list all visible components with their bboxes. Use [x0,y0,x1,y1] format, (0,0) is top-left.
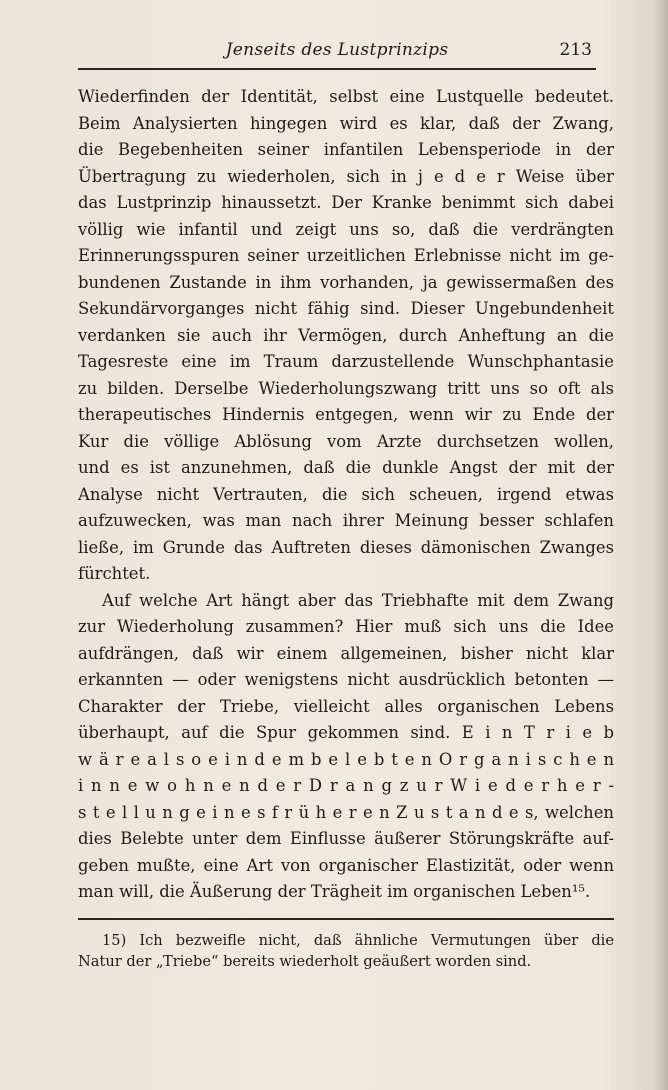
text-line: Auf welche Art hängt aber das Triebhafte mit dem Zwang [102,590,614,610]
text-line: und es ist anzunehmen, daß die dunkle Angst der mit der [78,458,614,477]
text-line: völlig wie infantil und zeigt uns so, daß die verdrängten [78,219,614,239]
paragraph-2 [78,588,614,906]
text-line: zur Wiederholung zusammen? Hier muß sich uns die Idee [78,617,614,636]
footnote-line: Natur der „Triebe“ bereits wiederholt geäußert worden sind. [78,953,532,970]
text-line: Analyse nicht Vertrauten, die sich scheuen, irgend etwas [78,484,614,504]
text-line: Beim Analysierten hingegen wird es klar, daß der Zwang, [78,113,614,133]
footnotes [78,930,614,972]
text-line: aufdrängen, daß wir einem allgemeinen, bisher nicht klar [78,643,614,663]
text-line: dies Belebte unter dem Einflusse äußerer Störungskräfte auf- [78,829,614,848]
text-line: s t e l l u n g e i n e s f r ü h e r e n Z u s t a n d e s, welchen [78,802,614,822]
text-line: Erinnerungsspuren seiner urzeitlichen Erlebnisse nicht im ge- [78,246,614,265]
text-line: geben mußte, eine Art von organischer Elastizität, oder wenn [78,855,614,875]
page-number: 213 [559,40,592,60]
text-line: die Begebenheiten seiner infantilen Lebensperiode in der [78,140,614,159]
footnote-line: 15) Ich bezweifle nicht, daß ähnliche Vermutungen über die [102,932,614,949]
text-line: Charakter der Triebe, vielleicht alles organischen Lebens [78,696,614,716]
body-text [78,84,614,906]
text-line: Übertragung zu wiederholen, sich in j e d e r Weise über [78,166,614,186]
text-line: erkannten — oder wenigstens nicht ausdrücklich betonten — [78,670,614,689]
text-line: Sekundärvorganges nicht fähig sind. Dieser Ungebundenheit [78,299,614,318]
text-line: Tagesreste eine im Traum darzustellende Wunschphantasie [78,352,614,371]
text-line: ließe, im Grunde das Auftreten dieses dämonischen Zwanges [78,537,614,557]
running-header [78,40,596,66]
text-line: w ä r e a l s o e i n d e m b e l e b t e n O r g a n i s c h e n [78,749,614,769]
page-edge-shadow [654,0,668,1090]
text-line: fürchtet. [78,564,151,583]
text-line: aufzuwecken, was man nach ihrer Meinung besser schlafen [78,511,614,530]
text-line: bundenen Zustande in ihm vorhanden, ja gewissermaßen des [78,272,614,292]
header-rule [78,68,596,70]
text-line: i n n e w o h n e n d e r D r a n g z u r W i e d e r h e r - [78,776,614,795]
text-line: überhaupt, auf die Spur gekommen sind. E i n T r i e b [78,723,614,742]
text-line: Wiederfinden der Identität, selbst eine Lustquelle bedeutet. [78,87,614,106]
running-title: Jenseits des Lustprinzips [225,40,449,60]
text-line: zu bilden. Derselbe Wiederholungszwang tritt uns so oft als [78,378,614,398]
text-line: man will, die Äußerung der Trägheit im organischen Leben¹⁵. [78,882,591,901]
text-line: Kur die völlige Ablösung vom Arzte durchsetzen wollen, [78,431,614,451]
paragraph-1 [78,84,614,588]
text-line: verdanken sie auch ihr Vermögen, durch Anheftung an die [78,325,614,345]
footnote-rule [78,918,614,920]
text-line: therapeutisches Hindernis entgegen, wenn wir zu Ende der [78,405,614,424]
text-line: das Lustprinzip hinaussetzt. Der Kranke benimmt sich dabei [78,193,614,212]
